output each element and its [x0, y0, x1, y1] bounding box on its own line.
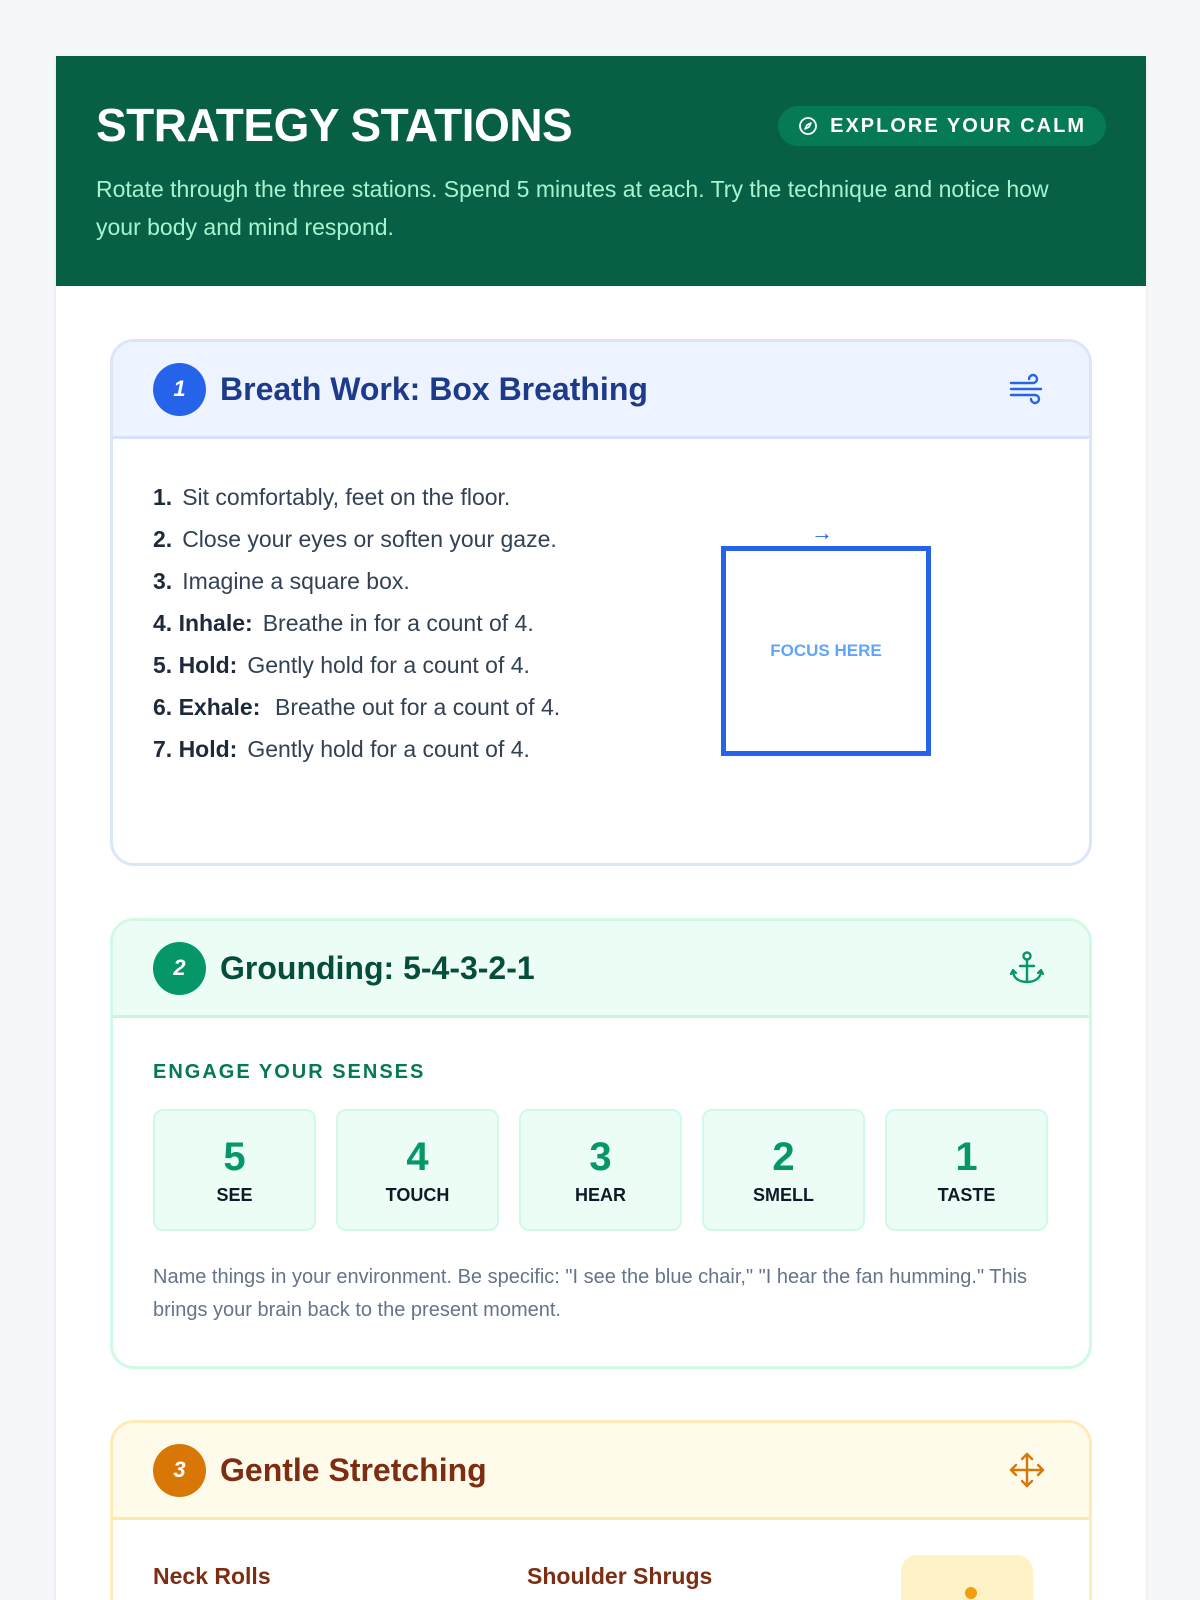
step-number: 2. [153, 526, 173, 552]
sense-count: 5 [223, 1134, 246, 1179]
station-stretching [110, 1420, 1092, 1600]
list-item [153, 482, 573, 512]
breathing-steps-list [153, 482, 573, 776]
stretch-illustration [901, 1555, 1033, 1600]
step-text: Breathe out for a count of 4. [275, 694, 561, 720]
sense-card-taste [885, 1109, 1048, 1231]
step-text: Sit comfortably, feet on the floor. [182, 484, 511, 510]
station-header [113, 1423, 1089, 1520]
compass-icon [798, 116, 818, 136]
list-item [153, 566, 573, 596]
sense-card-see [153, 1109, 316, 1231]
sense-card-smell [702, 1109, 865, 1231]
stretch-item-shoulder-shrugs: Shoulder Shrugs [527, 1563, 713, 1589]
arrow-right-icon: → [811, 520, 833, 545]
sense-label: SMELL [753, 1184, 814, 1205]
step-number: 3. [153, 568, 173, 594]
list-item [153, 524, 573, 554]
step-text: Imagine a square box. [182, 568, 410, 594]
wind-icon [1007, 369, 1047, 409]
step-number: 1. [153, 484, 173, 510]
station-number-badge: 2 [153, 942, 206, 995]
sense-label: TOUCH [385, 1184, 450, 1205]
grounding-note: Name things in your environment. Be specific: "I see the blue chair," "I hear the fan humming." This brings your brain back to the present moment. [153, 1266, 1028, 1321]
page-title: STRATEGY STATIONS [96, 99, 573, 151]
figure-head-icon [965, 1587, 977, 1599]
station-number-badge: 1 [153, 363, 206, 416]
move-arrows-icon [1007, 1450, 1047, 1490]
station-grounding [110, 918, 1092, 1369]
strategy-stations-page [56, 56, 1146, 1600]
step-number: 4. Inhale: [153, 610, 253, 636]
step-text: Gently hold for a count of 4. [247, 652, 530, 678]
anchor-icon [1007, 948, 1047, 988]
list-item [153, 734, 573, 764]
sense-count: 3 [589, 1134, 612, 1179]
focus-label: FOCUS HERE [770, 641, 882, 660]
list-item [153, 692, 573, 722]
sense-count: 4 [406, 1134, 429, 1179]
station-number-badge: 3 [153, 1444, 206, 1497]
page-intro: Rotate through the three stations. Spend 5 minutes at each. Try the technique and notice how your body and mind respond. [96, 176, 1049, 240]
senses-grid [153, 1109, 1048, 1231]
sense-label: HEAR [574, 1184, 626, 1205]
explore-calm-button[interactable] [778, 106, 1106, 146]
station-title: Breath Work: Box Breathing [220, 370, 648, 407]
focus-box [721, 546, 931, 756]
station-title: Gentle Stretching [220, 1451, 487, 1488]
step-text: Close your eyes or soften your gaze. [182, 526, 557, 552]
step-number: 5. Hold: [153, 652, 238, 678]
list-item [153, 650, 573, 680]
station-header [113, 921, 1089, 1018]
sense-count: 1 [955, 1134, 978, 1179]
sense-card-hear [519, 1109, 682, 1231]
sense-label: SEE [216, 1184, 253, 1205]
station-title: Grounding: 5-4-3-2-1 [220, 949, 535, 986]
step-number: 7. Hold: [153, 736, 238, 762]
sense-count: 2 [772, 1134, 795, 1179]
breathing-box-visual [721, 522, 933, 754]
sense-card-touch [336, 1109, 499, 1231]
stretch-item-neck-rolls: Neck Rolls [153, 1563, 271, 1589]
step-number: 6. Exhale: [153, 694, 261, 720]
station-header [113, 342, 1089, 439]
page-header [56, 56, 1146, 286]
senses-heading: ENGAGE YOUR SENSES [153, 1061, 426, 1083]
station-breath-work [110, 339, 1092, 866]
step-text: Breathe in for a count of 4. [262, 610, 534, 636]
explore-calm-label: EXPLORE YOUR CALM [830, 114, 1086, 137]
list-item [153, 608, 573, 638]
sense-label: TASTE [937, 1184, 996, 1205]
step-text: Gently hold for a count of 4. [247, 736, 530, 762]
